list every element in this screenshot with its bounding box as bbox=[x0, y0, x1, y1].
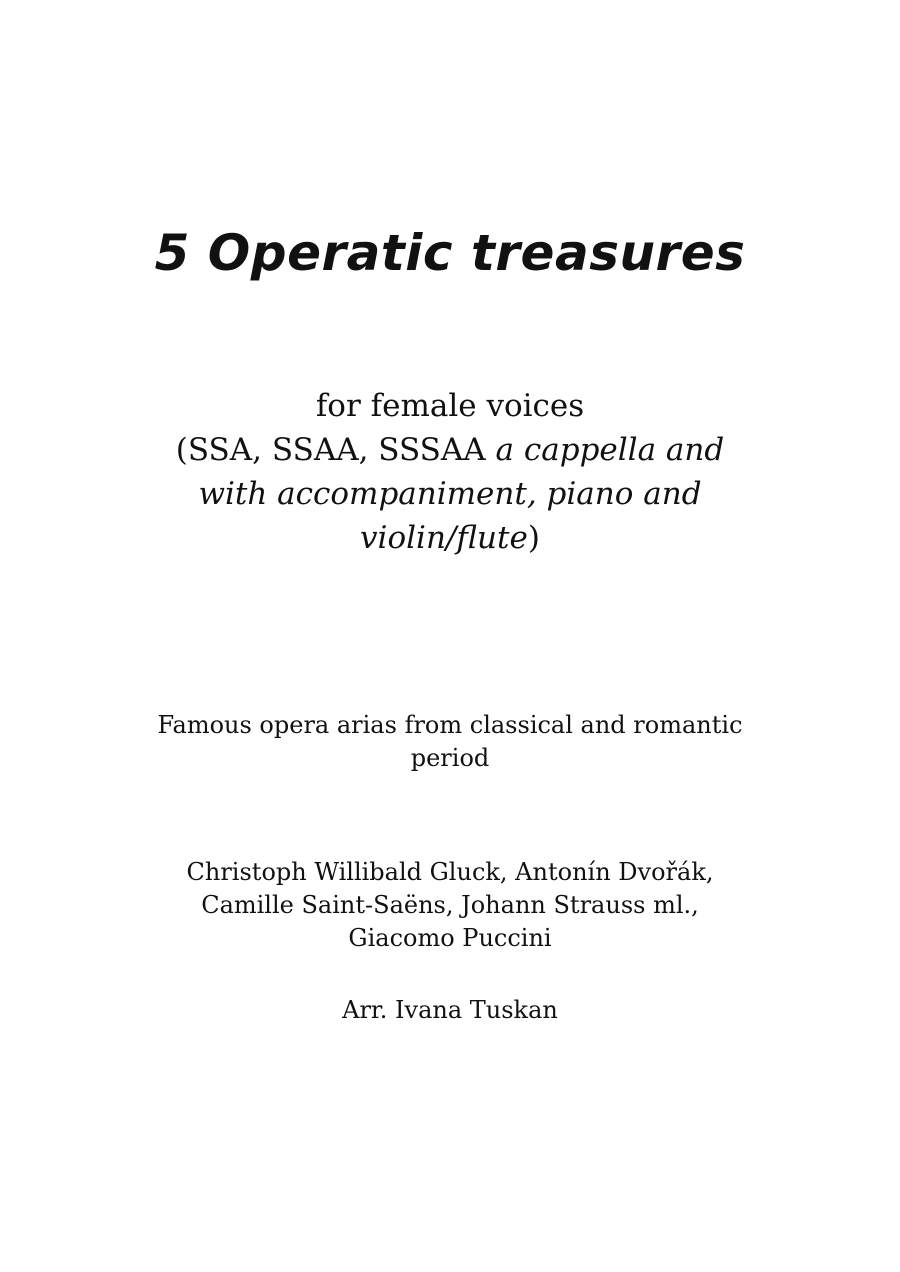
description bbox=[150, 709, 750, 775]
page-title: 5 Operatic treasures bbox=[154, 224, 746, 282]
subtitle-voicing-text: (SSA, SSAA, SSSAA bbox=[175, 432, 496, 468]
subtitle-line-1: for female voices bbox=[315, 388, 585, 424]
arranger-credit: Arr. Ivana Tuskan bbox=[342, 996, 558, 1024]
description-line-2: period bbox=[410, 744, 490, 772]
subtitle-line-3: with accompaniment, piano and bbox=[198, 476, 702, 512]
description-line-1: Famous opera arias from classical and romantic bbox=[157, 711, 743, 739]
composers-line-2: Camille Saint-Saëns, Johann Strauss ml., bbox=[201, 891, 699, 919]
composers-line-3: Giacomo Puccini bbox=[348, 924, 552, 952]
subtitle-line-4 bbox=[150, 516, 750, 560]
subtitle-instruments-text: violin/flute bbox=[360, 520, 528, 556]
composers-list bbox=[150, 856, 750, 955]
composers-line-1: Christoph Willibald Gluck, Antonín Dvořák, bbox=[186, 858, 714, 886]
subtitle-line-2 bbox=[150, 428, 750, 472]
voicing-subtitle bbox=[150, 384, 750, 560]
subtitle-close-paren: ) bbox=[527, 520, 540, 556]
subtitle-a-cappella-text: a cappella and bbox=[495, 432, 725, 468]
